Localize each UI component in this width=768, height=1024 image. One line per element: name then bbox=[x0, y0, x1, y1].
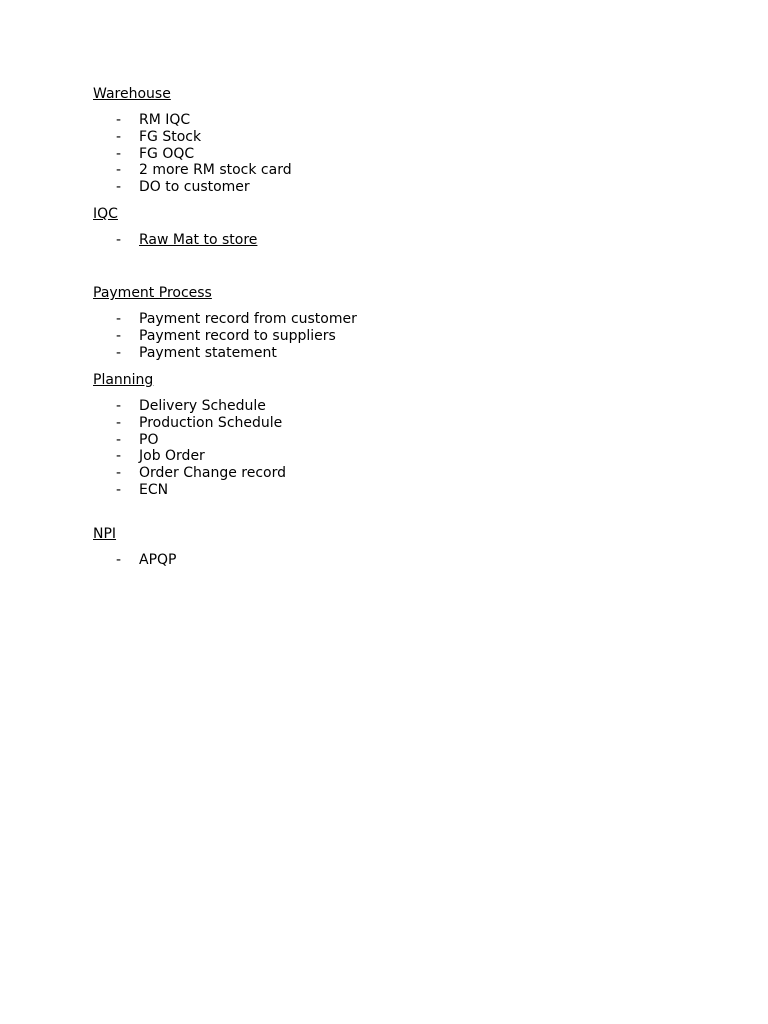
section-warehouse bbox=[93, 86, 292, 196]
section-heading: Warehouse bbox=[93, 86, 171, 102]
list-item bbox=[93, 344, 277, 362]
list-item bbox=[93, 145, 195, 163]
dash-bullet: - bbox=[116, 448, 122, 465]
dash-bullet: - bbox=[116, 327, 122, 344]
list-item-text: APQP bbox=[139, 552, 177, 568]
dash-bullet: - bbox=[116, 112, 122, 128]
list-item bbox=[93, 162, 292, 179]
list-item-text: Payment record from customer bbox=[139, 311, 357, 327]
section-heading: IQC bbox=[93, 206, 118, 222]
list-item bbox=[93, 112, 191, 129]
dash-bullet: - bbox=[116, 552, 122, 568]
list-item bbox=[93, 327, 336, 345]
list-item bbox=[93, 128, 202, 146]
list-item-text: Job Order bbox=[139, 448, 205, 465]
list-item-text: 2 more RM stock card bbox=[139, 162, 292, 179]
list-item-text: Order Change record bbox=[139, 465, 287, 482]
bullet-list bbox=[93, 232, 258, 249]
bullet-list bbox=[93, 552, 177, 569]
list-item-text: RM IQC bbox=[139, 112, 191, 128]
list-item-text: PO bbox=[139, 431, 159, 448]
section-heading: Planning bbox=[93, 372, 154, 388]
section-iqc bbox=[93, 206, 258, 249]
list-item-text: DO to customer bbox=[139, 179, 250, 196]
list-item-text: Production Schedule bbox=[139, 414, 283, 431]
dash-bullet: - bbox=[116, 179, 122, 196]
list-item bbox=[93, 431, 159, 449]
list-item bbox=[93, 179, 250, 196]
dash-bullet: - bbox=[116, 232, 122, 248]
list-item-text: FG Stock bbox=[139, 128, 202, 145]
section-npi bbox=[93, 526, 177, 569]
dash-bullet: - bbox=[116, 145, 122, 162]
list-item bbox=[93, 232, 258, 249]
bullet-list bbox=[93, 311, 357, 361]
list-item bbox=[93, 398, 266, 415]
list-item bbox=[93, 414, 283, 432]
bullet-list bbox=[93, 398, 287, 499]
list-item-text: Payment record to suppliers bbox=[139, 327, 336, 344]
list-item-text: Raw Mat to store bbox=[139, 232, 258, 248]
dash-bullet: - bbox=[116, 162, 122, 179]
list-item bbox=[93, 311, 357, 328]
section-heading: NPI bbox=[93, 526, 117, 542]
dash-bullet: - bbox=[116, 311, 122, 327]
list-item bbox=[93, 481, 169, 499]
bullet-list bbox=[93, 112, 292, 196]
list-item-text: FG OQC bbox=[139, 145, 195, 162]
list-item bbox=[93, 552, 177, 569]
dash-bullet: - bbox=[116, 344, 122, 361]
list-item-text: Payment statement bbox=[139, 344, 277, 361]
dash-bullet: - bbox=[116, 431, 122, 448]
dash-bullet: - bbox=[116, 128, 122, 145]
list-item bbox=[93, 448, 205, 465]
list-item bbox=[93, 465, 287, 482]
list-item-text: Delivery Schedule bbox=[139, 398, 266, 414]
list-item-text: ECN bbox=[139, 481, 169, 498]
section-heading: Payment Process bbox=[93, 285, 212, 301]
section-payment-process bbox=[93, 285, 357, 361]
dash-bullet: - bbox=[116, 481, 122, 498]
dash-bullet: - bbox=[116, 414, 122, 431]
section-planning bbox=[93, 372, 287, 499]
dash-bullet: - bbox=[116, 465, 122, 482]
dash-bullet: - bbox=[116, 398, 122, 414]
